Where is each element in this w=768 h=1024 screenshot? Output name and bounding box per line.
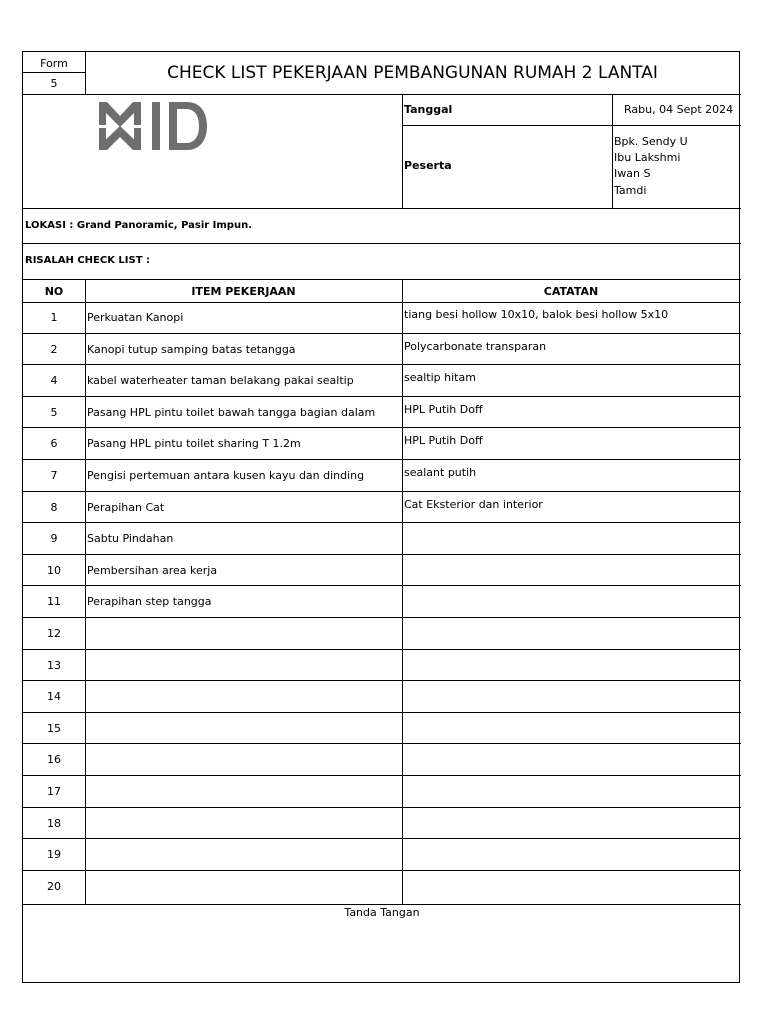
row-item: Pembersihan area kerja [87,563,218,577]
row-number: 4 [50,374,58,388]
table-row [23,713,741,745]
row-number: 12 [47,627,61,640]
table-row [23,428,741,460]
table-row [23,397,741,429]
table-row [23,460,741,492]
row-number: 1 [50,311,58,324]
divider [23,94,741,95]
form-label: Form [40,57,68,70]
row-item: Sabtu Pindahan [87,532,174,546]
risalah-text: RISALAH CHECK LIST : [25,255,151,266]
divider [23,208,741,209]
divider [23,302,741,303]
row-catatan: Polycarbonate transparan [404,339,547,353]
row-number: 13 [47,658,61,672]
divider [23,243,741,244]
peserta-name: Bpk. Sendy U [614,135,688,148]
table-row [23,808,741,840]
peserta-label: Peserta [404,159,452,172]
table-row [23,650,741,682]
divider [402,125,741,126]
table-row [23,871,741,903]
table-row [23,586,741,618]
peserta-name: Iwan S [614,167,651,180]
table-row [23,365,741,397]
divider [23,279,741,280]
row-catatan: Cat Eksterior dan interior [404,497,543,511]
row-number: 2 [50,342,58,356]
checklist-sheet [22,51,740,983]
row-number: 19 [47,848,61,862]
row-number: 10 [47,563,61,577]
row-number: 16 [47,753,61,767]
tanggal-value: Rabu, 04 Sept 2024 [624,103,734,116]
table-row [23,492,741,524]
peserta-name: Ibu Lakshmi [614,151,681,164]
signature-label: Tanda Tangan [344,906,420,919]
tanggal-label: Tanggal [404,103,453,116]
table-row [23,523,741,555]
row-number: 9 [50,532,58,546]
divider [402,94,403,208]
row-number: 20 [47,879,61,893]
divider [23,72,86,73]
divider [402,279,403,904]
row-catatan: HPL Putih Doff [404,402,483,416]
divider [85,52,86,94]
row-number: 15 [47,721,61,735]
mid-logo-mark [97,100,209,154]
table-row [23,776,741,808]
row-number: 7 [50,469,58,482]
row-catatan: HPL Putih Doff [404,434,483,448]
row-item: Perkuatan Kanopi [87,311,184,324]
row-item: Pengisi pertemuan antara kusen kayu dan dinding [87,469,365,482]
table-row [23,555,741,587]
table-row [23,681,741,713]
divider [612,94,613,208]
peserta-name: Tamdi [614,184,647,197]
divider [23,904,741,905]
row-number: 17 [47,785,61,798]
table-row [23,744,741,776]
row-number: 14 [47,690,61,704]
row-catatan: tiang besi hollow 10x10, balok besi hollow 5x10 [404,308,669,321]
row-item: Kanopi tutup samping batas tetangga [87,342,296,356]
row-number: 18 [47,816,61,830]
row-number: 5 [50,405,58,419]
lokasi-text: LOKASI : Grand Panoramic, Pasir Impun. [25,220,253,231]
row-number: 11 [47,595,61,609]
table-row [23,839,741,871]
row-item: kabel waterheater taman belakang pakai sealtip [87,374,354,388]
row-item: Perapihan step tangga [87,595,212,609]
table-row [23,618,741,650]
page-title: CHECK LIST PEKERJAAN PEMBANGUNAN RUMAH 2 LANTAI [167,63,658,83]
row-catatan: sealant putih [404,466,477,479]
header-item: ITEM PEKERJAAN [191,285,296,298]
row-item: Pasang HPL pintu toilet bawah tangga bagian dalam [87,405,376,419]
header-no: NO [44,285,64,298]
row-number: 8 [50,500,58,514]
table-row [23,302,741,334]
header-catatan: CATATAN [543,285,599,298]
row-item: Perapihan Cat [87,500,165,514]
table-row [23,334,741,366]
company-logo [97,100,209,154]
form-number: 5 [50,77,58,90]
row-item: Pasang HPL pintu toilet sharing T 1.2m [87,437,301,451]
divider [85,279,86,904]
row-number: 6 [50,437,58,451]
row-catatan: sealtip hitam [404,371,476,385]
